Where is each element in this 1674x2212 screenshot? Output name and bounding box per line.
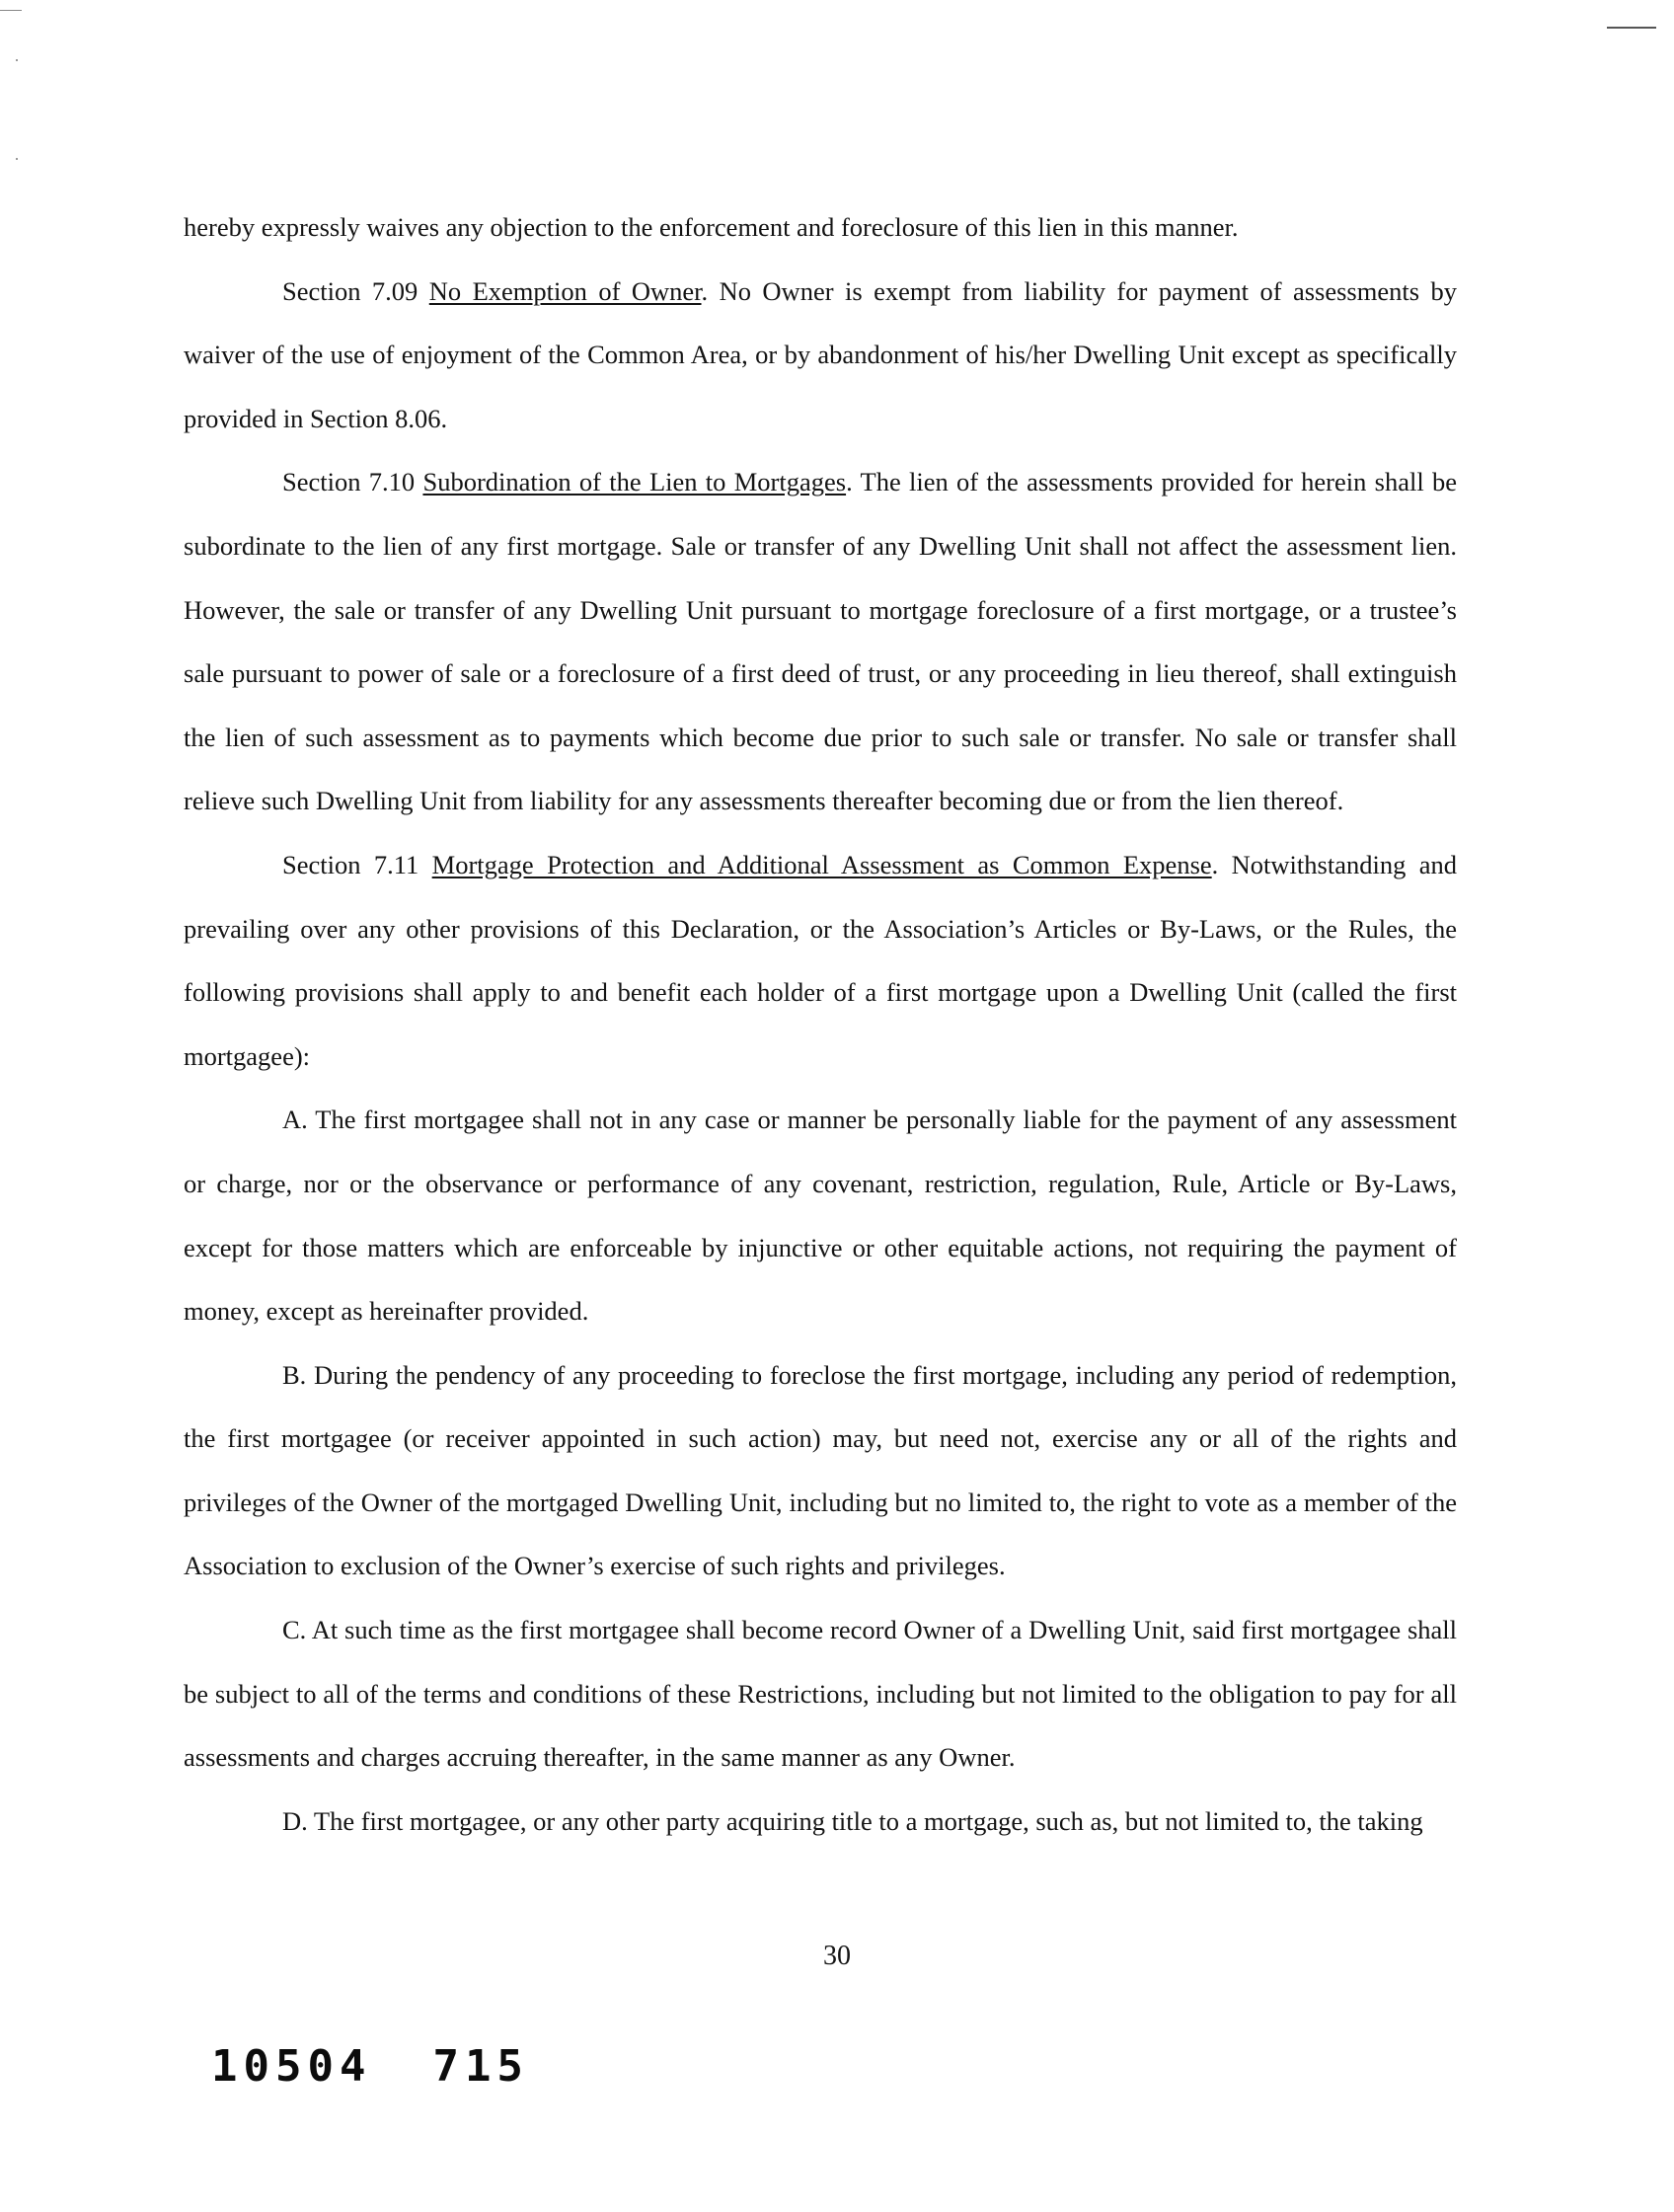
scan-artifact: [0, 10, 22, 11]
section-heading: Mortgage Protection and Additional Assessment as Common Expense: [431, 849, 1212, 879]
section-number: Section 7.11: [282, 849, 432, 879]
record-page-number: 715: [432, 2041, 529, 2092]
scan-artifact: [1607, 27, 1656, 29]
subsection-c: C. At such time as the first mortgagee shall become record Owner of a Dwelling Unit, said first mortgagee shall be subject to all of the terms and conditions of these Restrictions, including but not limited to the obligation to pay for all assessments and charges accruing thereafter, in the same manner as any Owner.: [184, 1615, 1457, 1773]
section-body: . No Owner is exempt from liability for payment of assessments by waiver of the use of enjoyment of the Common Area, or by abandonment of his/her Dwelling Unit except as specifically provided in Section 8.06.: [184, 275, 1457, 433]
section-number: Section 7.10: [282, 467, 423, 497]
recording-stamp: [211, 2041, 529, 2092]
scan-artifact: [16, 158, 18, 160]
section-7-09: [184, 260, 1457, 451]
section-7-10: [184, 450, 1457, 833]
section-body: . Notwithstanding and prevailing over any other provisions of this Declaration, or the Association’s Articles or By-Laws, or the Rules, the following provisions shall apply to and benefit each holder of a first mortgage upon a Dwelling Unit (called the first mortgagee):: [184, 849, 1457, 1071]
section-7-11: [184, 833, 1457, 1088]
section-body: . The lien of the assessments provided for herein shall be subordinate to the lien of any first mortgage. Sale or transfer of any Dwelling Unit shall not affect the assessment lien. However, the sale or transfer of any Dwelling Unit pursuant to mortgage foreclosure of a first mortgage, or a trustee’s sale pursuant to power of sale or a foreclosure of a first deed of trust, or any proceeding in lieu thereof, shall extinguish the lien of such assessment as to payments which become due prior to such sale or transfer. No sale or transfer shall relieve such Dwelling Unit from liability for any assessments thereafter becoming due or from the lien thereof.: [184, 467, 1457, 816]
paragraph-continuation: hereby expressly waives any objection to the enforcement and foreclosure of this lien in this manner.: [184, 212, 1239, 242]
subsection-b: B. During the pendency of any proceeding to foreclose the first mortgage, including any period of redemption, the first mortgagee (or receiver appointed in such action) may, but need not, exercise any or all of the rights and privileges of the Owner of the mortgaged Dwelling Unit, including but no limited to, the right to vote as a member of the Association to exclusion of the Owner’s exercise of such rights and privileges.: [184, 1359, 1457, 1581]
subsection-a: A. The first mortgagee shall not in any case or manner be personally liable for the payment of any assessment or charge, nor or the observance or performance of any covenant, restriction, regulation, Rule, Article or By-Laws, except for those matters which are enforceable by injunctive or other equitable actions, not requiring the payment of money, except as hereinafter provided.: [184, 1105, 1457, 1327]
section-heading: No Exemption of Owner: [428, 275, 702, 306]
section-number: Section 7.09: [282, 275, 429, 306]
page-number: 30: [823, 1941, 851, 1971]
subsection-d: D. The first mortgagee, or any other party acquiring title to a mortgage, such as, but not limited to, the taking: [282, 1805, 1423, 1836]
record-book-number: 10504: [211, 2041, 372, 2092]
document-body: [184, 195, 1457, 1853]
section-heading: Subordination of the Lien to Mortgages: [422, 467, 847, 497]
scan-artifact: [16, 59, 18, 61]
